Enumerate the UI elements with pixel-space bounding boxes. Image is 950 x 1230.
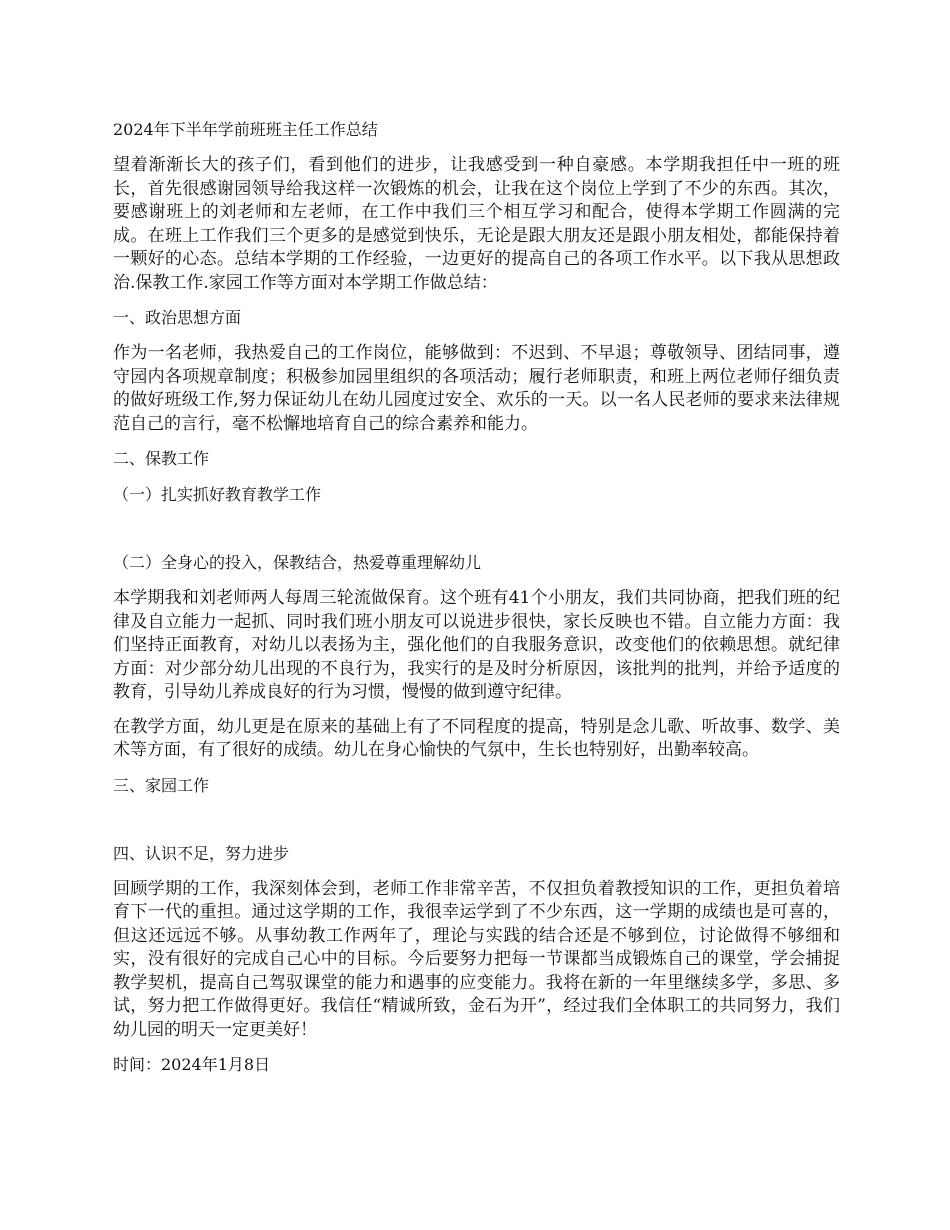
section-body-political: 作为一名老师，我热爱自己的工作岗位，能够做到：不迟到、不早退；尊敬领导、团结同事，遵守园内各项规章制度；积极参加园里组织的各项活动；履行老师职责，和班上两位老师仔细负责的做好班级工作,努力保证幼儿在幼儿园度过安全、欢乐的一天。以一名人民老师的要求来法律规范自己的言行，毫不松懈地培育自己的综合素养和能力。 [113,343,840,434]
subsection-heading-care: （二）全身心的投入，保教结合，热爱尊重理解幼儿 [113,553,482,572]
section-body-care: 本学期我和刘老师两人每周三轮流做保育。这个班有41个小朋友，我们共同协商，把我们班的纪律及自立能力一起抓、同时我们班小朋友可以说进步很快，家长反映也不错。自立能力方面：我们坚持正面教育，对幼儿以表扬为主，强化他们的自我服务意识，改变他们的依赖思想。就纪律方面：对少部分幼儿出现的不良行为，我实行的是及时分析原因，该批判的批判，并给予适度的教育，引导幼儿养成良好的行为习惯，慢慢的做到遵守纪律。 [113,588,840,702]
section-heading-home-school: 三、家园工作 [113,775,210,795]
intro-paragraph: 望着渐渐长大的孩子们，看到他们的进步，让我感受到一种自豪感。本学期我担任中一班的班长，首先很感谢园领导给我这样一次锻炼的机会，让我在这个岗位上学到了不少的东西。其次，要感谢班上的刘老师和左老师，在工作中我们三个相互学习和配合，使得本学期工作圆满的完成。在班上工作我们三个更多的是感觉到快乐，无论是跟大朋友还是跟小朋友相处，都能保持着一颗好的心态。总结本学期的工作经验，一边更好的提高自己的各项工作水平。以下我从思想政治.保教工作.家园工作等方面对本学期工作做总结： [113,155,840,293]
section-body-shortcomings: 回顾学期的工作，我深刻体会到，老师工作非常辛苦，不仅担负着教授知识的工作，更担负着培育下一代的重担。通过这学期的工作，我很幸运学到了不少东西，这一学期的成绩也是可喜的，但这还远远不够。从事幼教工作两年了，理论与实践的结合还是不够到位，讨论做得不够细和实，没有很好的完成自己心中的目标。今后要努力把每一节课都当成锻炼自己的课堂，学会捕捉教学契机，提高自己驾驭课堂的能力和遇事的应变能力。我将在新的一年里继续多学，多思、多试，努力把工作做得更好。我信任“精诚所致，金石为开”，经过我们全体职工的共同努力，我们幼儿园的明天一定更美好！ [113,878,840,1040]
document-page [113,118,840,1077]
document-date: 时间：2024年1月8日 [113,1055,271,1074]
section-heading-political: 一、政治思想方面 [113,308,242,327]
document-title: 2024年下半年学前班班主任工作总结 [113,120,378,139]
section-body-teaching: 在教学方面，幼儿更是在原来的基础上有了不同程度的提高，特别是念儿歌、听故事、数学、美术等方面，有了很好的成绩。幼儿在身心愉快的气氛中，生长也特别好，出勤率较高。 [113,716,840,760]
section-heading-shortcomings: 四、认识不足，努力进步 [113,843,290,863]
subsection-heading-teaching: （一）扎实抓好教育教学工作 [113,485,322,504]
section-heading-care-education: 二、保教工作 [113,449,210,468]
